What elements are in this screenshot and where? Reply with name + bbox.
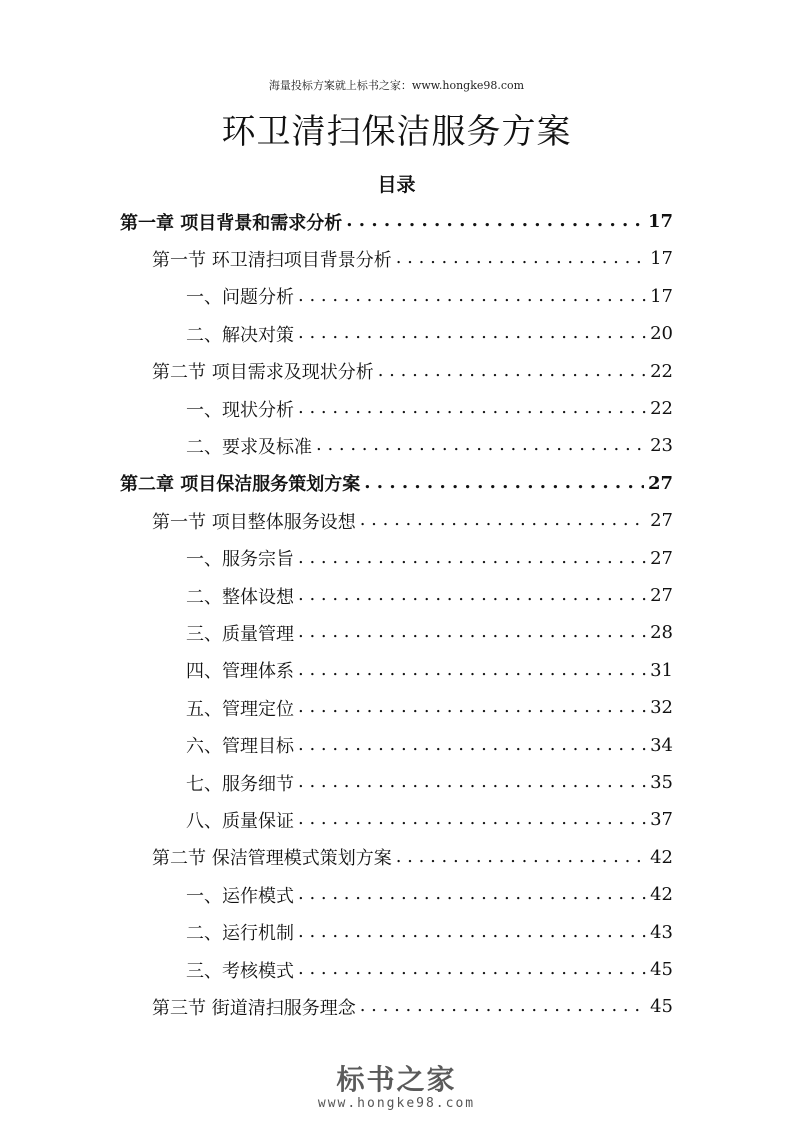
toc-entry-page: 32 <box>650 697 673 719</box>
toc-leader-dots <box>360 509 646 530</box>
toc-entry-page: 28 <box>650 622 673 644</box>
toc-entry-page: 27 <box>650 547 673 569</box>
toc-leader-dots <box>298 921 646 942</box>
toc-entry-page: 17 <box>650 285 673 307</box>
toc-entry-label: 三、质量管理 <box>186 623 294 645</box>
toc-entry-label: 七、服务细节 <box>186 773 294 795</box>
toc-entry-label: 六、管理目标 <box>186 736 294 758</box>
toc-entry-label: 第一节 环卫清扫项目背景分析 <box>152 249 392 271</box>
toc-entry[interactable] <box>186 577 673 614</box>
toc-leader-dots <box>298 322 646 343</box>
toc-entry[interactable] <box>186 315 673 352</box>
toc-entry[interactable] <box>152 240 673 277</box>
toc-leader-dots <box>346 210 644 231</box>
toc-entry-label: 第二章 项目保洁服务策划方案 <box>120 474 361 496</box>
toc-leader-dots <box>378 360 646 381</box>
toc-entry-page: 42 <box>650 846 673 868</box>
toc-leader-dots <box>360 995 646 1016</box>
toc-entry[interactable] <box>186 390 673 427</box>
toc-entry[interactable] <box>186 689 673 726</box>
toc-leader-dots <box>298 771 646 792</box>
toc-entry-page: 31 <box>650 659 673 681</box>
toc-entry-label: 八、质量保证 <box>186 810 294 832</box>
toc-entry-page: 22 <box>650 360 673 382</box>
toc-leader-dots <box>298 547 646 568</box>
toc-entry-page: 27 <box>647 472 673 494</box>
toc-entry-page: 34 <box>650 734 673 756</box>
toc-entry[interactable] <box>186 951 673 988</box>
toc-entry[interactable] <box>152 502 673 539</box>
toc-entry-label: 一、现状分析 <box>186 399 294 421</box>
toc-entry[interactable] <box>120 465 673 502</box>
toc-leader-dots <box>298 734 646 755</box>
toc-entry-page: 37 <box>650 809 673 831</box>
toc-entry-label: 二、运行机制 <box>186 923 294 945</box>
toc-entry-label: 第二节 项目需求及现状分析 <box>152 362 374 384</box>
toc-leader-dots <box>298 696 646 717</box>
toc-leader-dots <box>298 659 646 680</box>
toc-entry[interactable] <box>120 203 673 240</box>
toc-entry[interactable] <box>186 801 673 838</box>
header-note: 海量投标方案就上标书之家：www.hongke98.com <box>268 79 525 92</box>
toc-entry[interactable] <box>186 914 673 951</box>
toc-entry-page: 45 <box>650 996 673 1018</box>
footer-logo <box>0 1064 793 1112</box>
toc-leader-dots <box>298 397 646 418</box>
toc-leader-dots <box>396 846 646 867</box>
toc-entry[interactable] <box>186 540 673 577</box>
toc-leader-dots <box>298 958 646 979</box>
toc-entry-label: 第二节 保洁管理模式策划方案 <box>152 848 392 870</box>
toc-leader-dots <box>298 883 646 904</box>
toc-entry[interactable] <box>186 652 673 689</box>
toc-entry[interactable] <box>152 353 673 390</box>
toc-leader-dots <box>364 472 644 493</box>
toc-entry-label: 第一章 项目背景和需求分析 <box>120 212 343 234</box>
toc-entry[interactable] <box>186 427 673 464</box>
toc-leader-dots <box>298 808 646 829</box>
toc-leader-dots <box>298 285 646 306</box>
toc-entry[interactable] <box>152 839 673 876</box>
toc-entry-page: 43 <box>650 921 673 943</box>
toc-entry[interactable] <box>186 764 673 801</box>
document-title: 环卫清扫保洁服务方案 <box>221 112 572 152</box>
logo-text: 标书之家 <box>336 1063 457 1096</box>
toc-entry-label: 第三节 街道清扫服务理念 <box>152 997 356 1019</box>
toc-entry-label: 四、管理体系 <box>186 661 294 683</box>
toc-entry-label: 二、整体设想 <box>186 586 294 608</box>
toc-entry-page: 27 <box>650 510 673 532</box>
toc-entry[interactable] <box>152 988 673 1025</box>
toc-leader-dots <box>298 584 646 605</box>
toc-entry-page: 17 <box>647 211 673 232</box>
toc-entry[interactable] <box>186 614 673 651</box>
toc-entry-label: 二、要求及标准 <box>186 436 312 458</box>
toc-entry-page: 45 <box>650 959 673 980</box>
toc-entry-page: 42 <box>650 884 673 906</box>
toc-entry-label: 一、运作模式 <box>186 885 294 907</box>
toc-entry-label: 三、考核模式 <box>186 960 294 982</box>
toc-entry[interactable] <box>186 278 673 315</box>
toc-heading: 目录 <box>377 174 416 196</box>
toc-entry[interactable] <box>186 727 673 764</box>
toc-entry-label: 一、问题分析 <box>186 287 294 309</box>
toc-entry-page: 22 <box>650 398 673 419</box>
toc-entry-label: 五、管理定位 <box>186 698 294 720</box>
toc-entry-label: 一、服务宗旨 <box>186 549 294 571</box>
toc-entry-page: 17 <box>650 248 673 270</box>
toc-entry-page: 23 <box>650 435 673 457</box>
toc-leader-dots <box>316 434 646 455</box>
toc-entry-page: 20 <box>650 323 673 345</box>
toc-leader-dots <box>396 247 646 268</box>
toc-entry-page: 27 <box>650 585 673 606</box>
toc-leader-dots <box>298 621 646 642</box>
toc-entry-label: 第一节 项目整体服务设想 <box>152 511 356 533</box>
logo-url: www.hongke98.com <box>317 1096 476 1111</box>
toc-entry[interactable] <box>186 876 673 913</box>
toc-entry-page: 35 <box>650 772 673 793</box>
toc-entry-label: 二、解决对策 <box>186 324 294 346</box>
